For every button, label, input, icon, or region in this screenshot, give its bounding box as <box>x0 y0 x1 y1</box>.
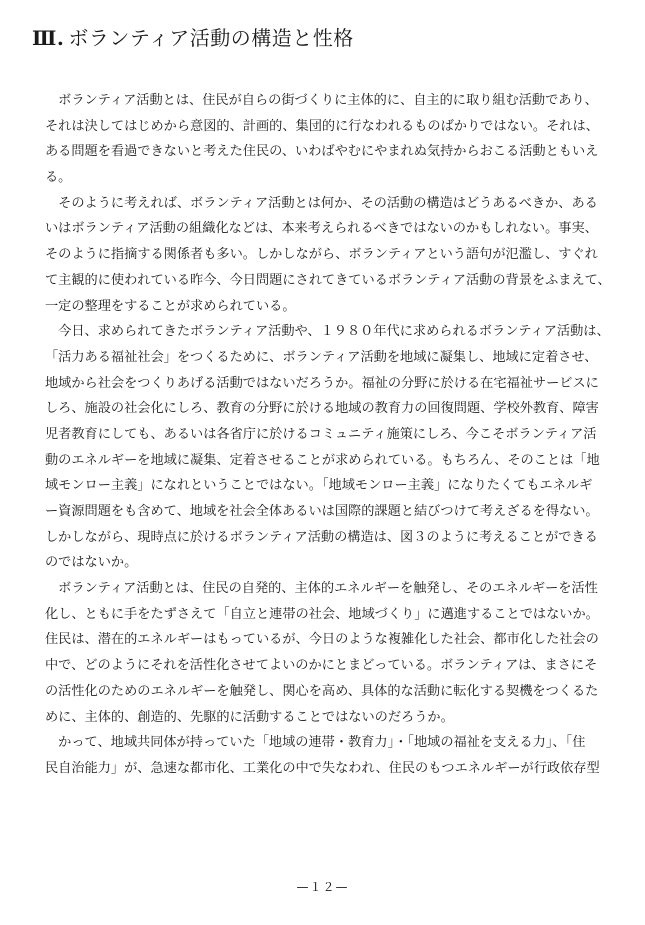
text-line: かって、地域共同体が持っていた「地域の連帯・教育力」・「地域の福祉を支える力」、「住 <box>45 735 586 751</box>
body-text <box>45 88 615 782</box>
text-line: 「活力ある福祉社会」をつくるために、ボランティア活動を地域に凝集し、地域に定着させ、 <box>45 349 598 365</box>
text-line: しかしながら、現時点に於けるボランティア活動の構造は、図３のように考えることができる <box>45 529 598 545</box>
text-line: ある問題を看過できないと考えた住民の、いわばやむにやまれぬ気持からおこる活動ともいえ <box>45 144 599 160</box>
text-line: のではないか。 <box>45 555 138 571</box>
paragraph <box>45 730 615 781</box>
text-line: 地域から社会をつくりあげる活動ではないだろうか。福祉の分野に於ける在宅福祉サービスに <box>45 375 599 391</box>
paragraph <box>45 319 615 576</box>
text-line: めに、主体的、創造的、先駆的に活動することではないのだろうか。 <box>45 709 454 725</box>
paragraph <box>45 88 615 191</box>
page-number: —１２— <box>296 880 349 894</box>
text-line: 住民は、潜在的エネルギーはもっているが、今日のような複雑化した社会、都市化した社会の <box>45 632 599 648</box>
text-line: ボランティア活動とは、住民が自らの街づくりに主体的に、自主的に取り組む活動であり、 <box>45 93 598 108</box>
text-line: 今日、求められてきたボランティア活動や、１９８０年代に求められるボランティア活動は、 <box>45 324 610 340</box>
text-line: 域モンロー主義」になれということではない。「地域モンロー主義」になりたくてもエネルギ <box>45 478 593 494</box>
text-line: しろ、施設の社会化にしろ、教育の分野に於ける地域の教育力の回復問題、学校外教育、障害 <box>45 401 599 417</box>
text-line: ボランティア活動とは、住民の自発的、主体的エネルギーを触発し、そのエネルギーを活性 <box>45 581 598 597</box>
section-title: ボランティア活動の構造と性格 <box>68 26 354 50</box>
text-line: そのように指摘する関係者も多い。しかしながら、ボランティアという語句が氾濫し、すぐれ <box>45 247 598 263</box>
text-line: ー資源問題をも含めて、地域を社会全体あるいは国際的課題と結びつけて考えざるを得ない。 <box>45 504 599 519</box>
section-heading <box>32 22 354 51</box>
text-line: 動のエネルギーを地域に凝集、定着させることが求められている。もちろん、そのことは「地 <box>45 452 600 468</box>
section-number: Ⅲ. <box>32 26 65 50</box>
text-line: る。 <box>45 170 72 186</box>
text-line: そのように考えれば、ボランティア活動とは何か、その活動の構造はどうあるべきか、ある <box>45 195 598 211</box>
text-line: それは決してはじめから意図的、計画的、集団的に行なわれるものばかりではない。それは、 <box>45 118 599 134</box>
text-line: 化し、ともに手をたずさえて「自立と連帯の社会、地域づくり」に邁進することではないか。 <box>45 606 599 622</box>
paragraph <box>45 576 615 730</box>
text-line: 民自治能力」が、急速な都市化、工業化の中で失なわれ、住民のもつエネルギーが行政依存型 <box>45 760 600 776</box>
text-line: 一定の整理をすることが求められている。 <box>45 298 296 314</box>
text-line: 児者教育にしても、あるいは各省庁に於けるコミュニティ施策にしろ、今こそボランティア活 <box>45 426 597 442</box>
text-line: の活性化のためのエネルギーを触発し、関心を高め、具体的な活動に転化する契機をつくるた <box>45 683 599 699</box>
text-line: いはボランティア活動の組織化などは、本来考えられるべきではないのかもしれない。事実、 <box>45 221 598 237</box>
paragraph <box>45 191 615 319</box>
text-line: 中で、どのようにそれを活性化させてよいのかにとまどっている。ボランティアは、まさにそ <box>45 658 598 674</box>
text-line: て主観的に使われている昨今、今日問題にされてきているボランティア活動の背景をふまえて、 <box>45 272 611 288</box>
